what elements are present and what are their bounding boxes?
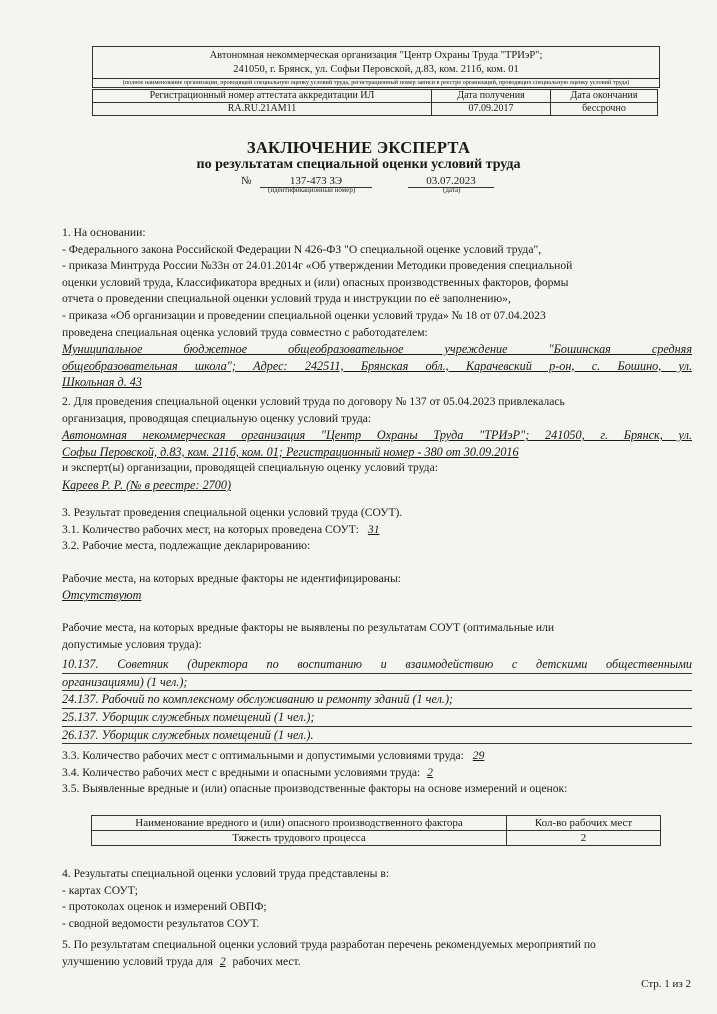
workplace-item: 10.137. Советник (директора по воспитанию и взаимодействию с детскими общественными [62, 656, 692, 674]
employer-name: Муниципальное бюджетное общеобразовательное учреждение "Бошинская средняя [62, 342, 692, 357]
employer-address: общеобразовательная школа"; Адрес: 242511, Брянская обл., Карачевский р-он, с. Бошино, ул. [62, 358, 692, 373]
optimal-count: 29 [472, 749, 485, 763]
not-identified-value: Отсутствуют [62, 588, 142, 603]
measures-count: 2 [219, 954, 226, 968]
received-header: Дата получения [432, 90, 551, 103]
received-date: 07.09.2017 [432, 103, 551, 116]
expiry-date: бессрочно [551, 103, 658, 116]
employer-address-end: Школьная д. 43 [62, 375, 142, 390]
workplace-item: 26.137. Уборщик служебных помещений (1 чел.). [62, 727, 692, 745]
section-1: 1. На основании: - Федерального закона Российской Федерации N 426-ФЗ "О специальной оценке условий труда", - приказа Минтруда России №33н от 24.01.2014г «Об утверждении Методики проведения специальной оценки условий труда, Классификатора вредных и (или) опасных производственных факторов, формы отчета о проведении специальной оценки условий труда и инструкции по её заполнению», - приказа «Об организации и проведении специальной оценки условий труда» № 18 от 07.04.2023 проведена специальная оценка условий труда совместно с работодателем: Муниципальное бюджетное общеобразовательное учреждение "Бошинская средняя общеобразовательная школа"; Адрес: 242511, Брянская обл., Карачевский р-он, с. Бошино, ул. Школьная д. 43 [62, 226, 692, 390]
section-5: 5. По результатам специальной оценки условий труда разработан перечень рекомендуемых мероприятий по улучшению условий труда для 2 рабочих мест. [62, 938, 596, 968]
factor-count: 2 [507, 831, 661, 846]
accreditation-number: RA.RU.21АМ11 [93, 103, 432, 116]
workplace-item: 24.137. Рабочий по комплексному обслуживанию и ремонту зданий (1 чел.); [62, 691, 692, 709]
accreditation-table [92, 89, 658, 116]
factor-name: Тяжесть трудового процесса [92, 831, 507, 846]
document-title: ЗАКЛЮЧЕНИЕ ЭКСПЕРТА [246, 138, 471, 157]
organization-name: Автономная некоммерческая организация "Центр Охраны Труда "ТРИэР"; 241050, г. Брянск, ул. Софьи Перовской, д.83, ком. 211б, ком. 01 [209, 50, 543, 75]
organization-note: (полное наименование организации, проводящей специальную оценку условий труда, регистрационный номер записи в реестре организаций, проводящих специальную оценку условий труда) [93, 78, 659, 87]
factor-header: Наименование вредного и (или) опасного производственного фактора [92, 816, 507, 831]
expert-name: Кареев Р. Р. (№ в реестре: 2700) [62, 477, 232, 492]
workplace-item-cont: организациями) (1 чел.); [62, 674, 692, 692]
workplace-item: 25.137. Уборщик служебных помещений (1 чел.); [62, 709, 692, 727]
count-header: Кол-во рабочих мест [507, 816, 661, 831]
section-2: 2. Для проведения специальной оценки условий труда по договору № 137 от 05.04.2023 привлекалась организация, проводящая специальную оценку условий труда: Автономная некоммерческая организация "Центр Охраны Труда "ТРИэР"; 241050, г. Брянск, ул. Софьи Перовской, д.83, ком. 211б, ком. 01; Регистрационный номер - 380 от 30.09.2016 и эксперт(ы) организации, проводящей специальную оценку условий труда: Кареев Р. Р. (№ в реестре: 2700) [62, 395, 692, 492]
soot-count: 31 [367, 522, 380, 536]
conclusion-number: 137-473 ЗЭ [260, 175, 372, 188]
section-3: 3. Результат проведения специальной оценки условий труда (СОУТ). 3.1. Количество рабочих мест, на которых проведена СОУТ: 31 3.2. Рабочие места, подлежащие декларированию: Рабочие места, на которых вредные факторы не идентифицированы: Отсутствуют Рабочие места, на которых вредные факторы не выявлены по результатам СОУТ (оптимальные или допустимые условия труда): 10.137. Советник (директора по воспитанию и взаимодействию с детскими общественными организациями) (1 чел.); 24.137. Рабочий по комплексному обслуживанию и ремонту зданий (1 чел.); 25.137. Уборщик служебных помещений (1 чел.); 26.137. Уборщик служебных помещений (1 чел.). 3.3. Количество рабочих мест с оптимальными и допустимыми условиями труда: 29 3.4. Количество рабочих мест с вредными и опасными условиями труда: 2 3.5. Выявленные вредные и (или) опасные производственные факторы на основе измерений и оценок: [62, 506, 692, 796]
conclusion-date: 03.07.2023 [408, 175, 494, 188]
harmful-count: 2 [427, 765, 433, 779]
document-subtitle: по результатам специальной оценки условий труда [196, 157, 521, 172]
expiry-header: Дата окончания [551, 90, 658, 103]
assessment-organization-reg: Софьи Перовской, д.83, ком. 211б, ком. 01; Регистрационный номер - 380 от 30.09.2016 [62, 444, 519, 459]
page-number: Стр. 1 из 2 [641, 978, 691, 990]
date-caption: (дата) [443, 186, 461, 194]
number-caption: (идентификационный номер) [268, 186, 356, 194]
section-4: 4. Результаты специальной оценки условий труда представлены в: - картах СОУТ; - протоколах оценок и измерений ОВПФ; - сводной ведомости результатов СОУТ. [62, 867, 390, 930]
assessment-organization: Автономная некоммерческая организация "Центр Охраны Труда "ТРИэР"; 241050, г. Брянск, ул. [62, 428, 692, 443]
organization-header [92, 46, 660, 88]
harmful-factors-table [91, 815, 661, 846]
number-sign: № [241, 175, 252, 187]
accreditation-label: Регистрационный номер аттестата аккредитации ИЛ [93, 90, 432, 103]
